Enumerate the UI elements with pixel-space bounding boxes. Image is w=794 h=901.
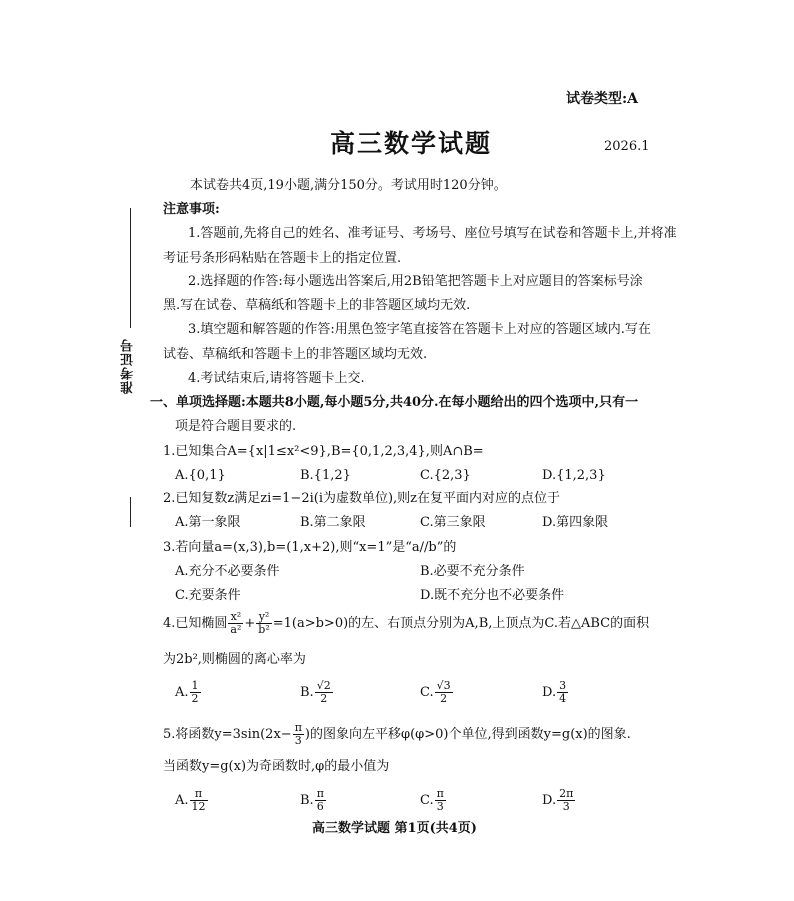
question-4-stem-line-2: 为2b²,则椭圆的离心率为: [163, 652, 306, 667]
paper-type: 试卷类型:A: [566, 91, 639, 107]
page-title: 高三数学试题: [330, 129, 493, 158]
question-4-stem-prefix: 4.已知椭圆: [163, 616, 228, 631]
question-4-stem-suffix: =1(a>b>0)的左、右顶点分别为A,B,上顶点为C.若△ABC的面积: [272, 616, 650, 631]
question-4-option-d: D. $\frac{3}{4}$: [542, 679, 567, 705]
question-5-stem-suffix: )的图象向左平移φ(φ>0)个单位,得到函数y=g(x)的图象.: [304, 727, 631, 742]
exam-date: 2026.1: [604, 139, 650, 154]
question-5-stem: [163, 722, 631, 747]
note-2-line-2: 黑.写在试卷、草稿纸和答题卡上的非答题区域均无效.: [163, 298, 471, 313]
question-2-option-b: B.第二象限: [300, 515, 366, 530]
question-1-option-c: C.{2,3}: [420, 468, 471, 483]
question-2-option-a: A.第一象限: [175, 515, 241, 530]
ellipse-y-term: $\frac{\text{y²}}{\text{b²}}$: [258, 610, 270, 636]
question-3-option-c: C.充要条件: [175, 588, 241, 603]
note-3-line-1: 3.填空题和解答题的作答:用黑色签字笔直接答在答题卡上对应的答题区域内.写在: [188, 322, 651, 337]
question-1-stem: 1.已知集合A={x|1≤x²<9},B={0,1,2,3,4},则A∩B=: [163, 444, 484, 459]
candidate-number-label: 准考证号: [121, 338, 136, 394]
question-4-option-b: B. $\frac{√2}{2}$: [300, 679, 331, 705]
ellipse-x-term: $\frac{\text{x²}}{\text{a²}}$: [230, 610, 242, 636]
question-5-option-c: C. $\frac{\pi}{3}$: [420, 787, 444, 813]
section-1-subheading: 项是符合题目要求的.: [175, 419, 297, 434]
question-2-stem: 2.已知复数z满足zi=1−2i(i为虚数单位),则z在复平面内对应的点位于: [163, 491, 561, 506]
question-2-option-c: C.第三象限: [420, 515, 486, 530]
note-4: 4.考试结束后,请将答题卡上交.: [188, 371, 365, 386]
question-2-option-d: D.第四象限: [542, 515, 609, 530]
note-3-line-2: 试卷、草稿纸和答题卡上的非答题区域均无效.: [163, 347, 428, 362]
question-1-option-a: A.{0,1}: [175, 468, 226, 483]
page-footer: 高三数学试题 第1页(共4页): [312, 821, 477, 836]
question-5-option-b: B. $\frac{\pi}{6}$: [300, 787, 324, 813]
section-1-heading: 一、单项选择题:本题共8小题,每小题5分,共40分.在每小题给出的四个选项中,只有一: [150, 395, 639, 410]
note-1-line-2: 考证号条形码粘贴在答题卡上的指定位置.: [163, 251, 402, 266]
notes-heading: 注意事项:: [163, 202, 220, 217]
question-4-option-a: A. $\frac{1}{2}$: [175, 679, 199, 705]
question-5-stem-line-2: 当函数y=g(x)为奇函数时,φ的最小值为: [163, 759, 390, 774]
question-5-option-a: A. $\frac{\pi}{12}$: [175, 787, 206, 813]
question-1-option-b: B.{1,2}: [300, 468, 351, 483]
note-1-line-1: 1.答题前,先将自己的姓名、准考证号、考场号、座位号填写在试卷和答题卡上,并将准: [188, 226, 677, 241]
question-3-stem: 3.若向量a=(x,3),b=(1,x+2),则“x=1”是“a//b”的: [163, 540, 457, 555]
binding-line-top: [130, 208, 131, 328]
question-4-option-c: C. $\frac{√3}{2}$: [420, 679, 451, 705]
question-5-option-d: D. $\frac{2\pi}{3}$: [542, 787, 574, 813]
question-5-stem-prefix: 5.将函数y=3sin(2x−: [163, 727, 292, 742]
binding-line-bottom: [130, 497, 131, 527]
question-3-option-a: A.充分不必要条件: [175, 564, 280, 579]
intro-text: 本试卷共4页,19小题,满分150分。考试用时120分钟。: [190, 178, 507, 193]
question-3-option-b: B.必要不充分条件: [420, 564, 525, 579]
question-1-option-d: D.{1,2,3}: [542, 468, 606, 483]
note-2-line-1: 2.选择题的作答:每小题选出答案后,用2B铅笔把答题卡上对应题目的答案标号涂: [188, 274, 643, 289]
question-3-option-d: D.既不充分也不必要条件: [420, 588, 565, 603]
question-4-stem: 4.已知椭圆 $\frac{\text{x²}}{\text{a²}}$ + $\frac{\text{y²}}{\text{b²}}$ =1(a>b>0)的左、右顶点分别为A,B,上顶点为C.若△ABC的面积: [163, 610, 650, 636]
pi-over-3: $\frac{\pi}{3}$: [294, 721, 302, 747]
